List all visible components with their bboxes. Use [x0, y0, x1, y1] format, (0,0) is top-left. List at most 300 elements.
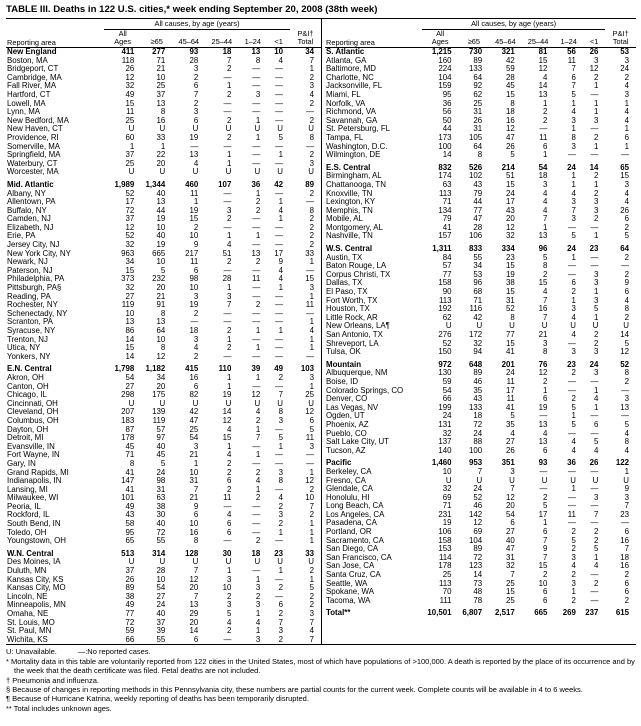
footnote-legend: U: Unavailable. —:No reported cases.	[6, 647, 151, 657]
value-cell: 19	[189, 301, 199, 310]
value-cell: 5	[160, 459, 166, 468]
value-cell: 1	[571, 125, 576, 134]
reporting-area-cell: Memphis, TN	[326, 206, 373, 215]
value-cell: 6	[193, 511, 199, 520]
value-cell: 5	[309, 584, 314, 593]
reporting-area-cell: Tampa, FL	[326, 133, 364, 142]
value-cell: 232	[152, 275, 166, 284]
value-cell: 49	[125, 601, 135, 610]
value-cell: 47	[505, 133, 515, 142]
reporting-area-cell: Pittsburgh, PA§	[7, 284, 62, 293]
value-cell: 351	[501, 459, 515, 468]
value-cell: 8	[624, 305, 629, 314]
value-cell: 1	[255, 425, 261, 434]
value-cell: 13	[538, 420, 548, 429]
col-header-45-64: 45–64	[489, 30, 522, 48]
value-cell: 96	[538, 245, 548, 254]
value-cell: 16	[538, 305, 548, 314]
value-cell: —	[252, 223, 261, 232]
value-cell: 1	[571, 172, 576, 181]
value-cell: 7	[571, 65, 576, 74]
value-cell: 37	[125, 567, 135, 576]
value-cell: —	[306, 198, 314, 207]
city-row	[325, 387, 636, 396]
value-cell: 3	[193, 292, 199, 301]
col-header-ge65: ≥65	[459, 30, 490, 48]
reporting-area-cell: Salt Lake City, UT	[326, 438, 389, 447]
city-row	[6, 117, 321, 126]
reporting-area-cell: Houston, TX	[326, 305, 370, 314]
value-cell: U	[159, 558, 166, 567]
value-cell: 2	[309, 232, 314, 241]
value-cell: —	[568, 377, 576, 386]
value-cell: 26	[505, 142, 515, 151]
value-cell: 3	[226, 575, 232, 584]
value-cell: —	[568, 386, 576, 395]
value-cell: 6	[193, 82, 199, 91]
value-cell: —	[223, 309, 232, 318]
value-cell: 40	[156, 610, 166, 618]
value-cell: 70	[442, 588, 452, 597]
value-cell: 2	[593, 536, 599, 545]
value-cell: 334	[501, 245, 515, 254]
value-cell: —	[539, 467, 548, 476]
value-cell: 18	[251, 549, 261, 558]
value-cell: 7	[278, 391, 283, 400]
value-cell: 94	[473, 348, 483, 357]
value-cell: 4	[226, 241, 232, 250]
value-cell: 14	[125, 352, 135, 361]
value-cell: 28	[189, 56, 199, 65]
city-row	[6, 353, 321, 362]
right-half-table	[321, 19, 636, 644]
value-cell: 27	[505, 438, 515, 447]
reporting-area-cell: St. Paul, MN	[7, 627, 52, 636]
city-row	[6, 100, 321, 109]
value-cell: 7	[510, 571, 515, 580]
value-cell: 4	[543, 206, 548, 215]
value-cell: 93	[538, 459, 548, 468]
value-cell: 24	[505, 189, 515, 198]
value-cell: 114	[438, 553, 452, 562]
value-cell: 2	[543, 493, 548, 502]
value-cell: 2	[278, 502, 283, 511]
value-cell: 10	[305, 494, 314, 503]
value-cell: 51	[222, 249, 232, 258]
value-cell: 1	[160, 142, 166, 151]
value-cell: 7	[543, 313, 548, 322]
value-cell: 128	[185, 549, 199, 558]
city-row	[325, 232, 636, 241]
value-cell: 5	[510, 412, 515, 421]
value-cell: —	[590, 502, 599, 511]
value-cell: —	[568, 223, 576, 232]
reporting-area-cell: Tulsa, OK	[326, 348, 361, 357]
value-cell: 41	[442, 223, 452, 232]
city-row	[6, 584, 321, 593]
value-cell: 10	[538, 579, 548, 588]
value-cell: —	[223, 223, 232, 232]
value-cell: —	[275, 301, 283, 310]
city-row	[325, 511, 636, 520]
value-cell: —	[252, 442, 261, 451]
value-cell: —	[190, 142, 199, 151]
value-cell: 4	[510, 429, 515, 438]
value-cell: 23	[505, 253, 515, 262]
value-cell: 3	[543, 339, 548, 348]
value-cell: 72	[125, 618, 135, 627]
value-cell: 47	[505, 545, 515, 554]
value-cell: 45	[125, 442, 135, 451]
value-cell: 10	[222, 584, 232, 593]
value-cell: —	[275, 344, 283, 353]
value-cell: 49	[125, 502, 135, 511]
value-cell: 40	[505, 536, 515, 545]
value-cell: 10	[274, 47, 283, 56]
value-cell: 460	[185, 180, 199, 189]
value-cell: 1	[226, 382, 232, 391]
reporting-area-cell: Bridgeport, CT	[7, 65, 59, 74]
left-half-table	[6, 19, 321, 644]
value-cell: 4	[624, 198, 629, 207]
value-cell: 21	[538, 331, 548, 339]
value-cell: —	[252, 73, 261, 82]
city-row	[325, 554, 636, 563]
reporting-area-cell: Colorado Springs, CO	[326, 386, 404, 395]
reporting-area-cell: Wilmington, DE	[326, 151, 381, 160]
city-row	[325, 65, 636, 74]
value-cell: 52	[505, 305, 515, 314]
value-cell: —	[223, 189, 232, 198]
value-cell: U	[476, 322, 483, 331]
value-cell: 1	[278, 442, 283, 451]
reporting-area-cell: Savannah, GA	[326, 116, 378, 125]
value-cell: 3	[278, 416, 283, 425]
value-cell: 2	[624, 270, 629, 279]
value-cell: 7	[226, 301, 232, 310]
value-cell: 207	[121, 408, 135, 417]
value-cell: 37	[125, 215, 135, 224]
value-cell: 64	[156, 327, 166, 335]
value-cell: 833	[468, 245, 483, 254]
grand-total-row	[325, 609, 636, 618]
city-row	[325, 537, 636, 546]
value-cell: 2	[543, 108, 548, 117]
value-cell: 13	[620, 403, 629, 412]
value-cell: 1	[571, 180, 576, 189]
value-cell: —	[539, 412, 548, 421]
value-cell: —	[590, 253, 599, 262]
value-cell: 1	[226, 335, 232, 344]
value-cell: 133	[468, 65, 483, 74]
value-cell: 1,344	[145, 180, 166, 189]
region-total-row	[325, 245, 636, 254]
value-cell: 8	[278, 408, 283, 417]
value-cell: 9	[543, 545, 548, 554]
reporting-area-cell: Utica, NY	[7, 344, 41, 353]
value-cell: 79	[442, 215, 452, 224]
col-header-all-ages	[422, 30, 459, 48]
value-cell: 2	[226, 627, 232, 636]
pi-header-line1: P&I†	[297, 29, 314, 38]
value-cell: 1,215	[431, 47, 452, 56]
value-cell: 7	[193, 485, 199, 494]
value-cell: 3	[593, 296, 599, 305]
value-cell: 19	[505, 270, 515, 279]
value-cell: 14	[222, 408, 232, 417]
value-cell: 15	[505, 339, 515, 348]
value-cell: 7	[543, 536, 548, 545]
value-cell: 2	[543, 116, 548, 125]
value-cell: U	[592, 476, 599, 485]
value-cell: 2	[226, 116, 232, 125]
value-cell: 3	[278, 468, 283, 477]
value-cell: 122	[615, 459, 629, 468]
value-cell: U	[623, 476, 629, 485]
value-cell: —	[275, 99, 283, 108]
value-cell: 49	[274, 365, 283, 374]
value-cell: 5	[543, 502, 548, 511]
col-header-all-ages-label: All Ages	[114, 29, 132, 46]
value-cell: 24	[589, 360, 599, 369]
value-cell: 2	[593, 215, 599, 224]
value-cell: 3	[309, 373, 314, 382]
city-row	[6, 619, 321, 628]
value-cell: 415	[185, 365, 199, 374]
reporting-area-cell: Des Moines, IA	[7, 558, 61, 567]
value-cell: 9	[624, 279, 629, 288]
value-cell: 1	[309, 318, 314, 327]
value-cell: —	[590, 151, 599, 160]
value-cell: 2	[226, 258, 232, 267]
value-cell: —	[252, 382, 261, 391]
value-cell: 6	[278, 601, 283, 610]
city-row	[325, 57, 636, 66]
reporting-area-cell: Philadelphia, PA	[7, 275, 65, 284]
value-cell: 32	[125, 284, 135, 293]
value-cell: 55	[473, 253, 483, 262]
value-cell: 91	[156, 301, 166, 310]
value-cell: 140	[438, 446, 452, 455]
value-cell: 69	[442, 493, 452, 502]
city-row	[325, 412, 636, 421]
reporting-area-cell: Trenton, NJ	[7, 335, 48, 344]
value-cell: 269	[562, 609, 576, 618]
value-cell: 12	[125, 73, 135, 82]
value-cell: U	[509, 322, 515, 331]
value-cell: 81	[538, 47, 548, 56]
value-cell: 150	[438, 348, 452, 357]
value-cell: 3	[278, 627, 283, 636]
city-row	[325, 190, 636, 199]
value-cell: 4	[309, 90, 314, 99]
value-cell: 2	[309, 241, 314, 250]
value-cell: 77	[125, 610, 135, 618]
value-cell: 2	[571, 596, 576, 605]
value-cell: 5	[160, 266, 166, 275]
value-cell: 18	[473, 412, 483, 421]
value-cell: 6	[624, 215, 629, 224]
city-row	[325, 151, 636, 160]
value-cell: 64	[620, 245, 629, 254]
city-row	[325, 279, 636, 288]
value-cell: —	[252, 284, 261, 293]
value-cell: 12	[620, 348, 629, 357]
value-cell: 50	[442, 116, 452, 125]
value-cell: 1	[309, 537, 314, 546]
value-cell: 1	[129, 142, 135, 151]
value-cell: 12	[505, 125, 515, 134]
value-cell: 14	[189, 627, 199, 636]
value-cell: 13	[538, 438, 548, 447]
value-cell: —	[252, 309, 261, 318]
reporting-area-cell: Lexington, KY	[326, 198, 376, 207]
value-cell: 45	[505, 82, 515, 91]
city-row	[325, 305, 636, 314]
value-cell: —	[275, 116, 283, 125]
city-row	[6, 198, 321, 207]
value-cell: 1	[278, 151, 283, 160]
value-cell: 5	[624, 232, 629, 241]
value-cell: —	[590, 377, 599, 386]
value-cell: 34	[125, 258, 135, 267]
city-row	[6, 241, 321, 250]
value-cell: 11	[190, 189, 199, 198]
value-cell: —	[275, 309, 283, 318]
value-cell: 33	[156, 133, 166, 142]
reporting-area-cell: Total**	[326, 609, 351, 618]
value-cell: —	[252, 108, 261, 117]
value-cell: 12	[251, 391, 261, 400]
reporting-area-cell: Youngstown, OH	[7, 537, 66, 546]
reporting-area-cell: Baton Rouge, LA	[326, 262, 387, 271]
value-cell: 4	[624, 108, 629, 117]
value-cell: 79	[473, 189, 483, 198]
value-cell: 1	[193, 459, 199, 468]
value-cell: —	[590, 519, 599, 528]
value-cell: 15	[538, 279, 548, 288]
value-cell: 1	[226, 232, 232, 241]
value-cell: 98	[156, 477, 166, 486]
value-cell: 13	[189, 151, 199, 160]
value-cell: 1	[278, 198, 283, 207]
value-cell: 2	[255, 416, 261, 425]
value-cell: 15	[125, 344, 135, 353]
value-cell: 26	[125, 575, 135, 584]
value-cell: 963	[121, 249, 135, 258]
value-cell: 87	[125, 425, 135, 434]
value-cell: —	[621, 386, 629, 395]
value-cell: 13	[251, 249, 261, 258]
value-cell: 1	[278, 327, 283, 335]
region-total-row	[325, 361, 636, 370]
footnotes	[6, 645, 636, 713]
reporting-area-cell: Little Rock, AR	[326, 313, 378, 322]
value-cell: —	[568, 262, 576, 271]
value-cell: 36	[567, 459, 576, 468]
city-row	[325, 322, 636, 331]
value-cell: 12	[222, 416, 232, 425]
reporting-area-cell: Mid. Atlantic	[7, 180, 54, 189]
value-cell: 2	[543, 377, 548, 386]
reporting-area-cell: Phoenix, AZ	[326, 420, 369, 429]
value-cell: —	[275, 142, 283, 151]
value-cell: —	[568, 270, 576, 279]
value-cell: 60	[125, 133, 135, 142]
value-cell: 2	[278, 584, 283, 593]
value-cell: 25	[156, 82, 166, 91]
value-cell: 41	[505, 403, 515, 412]
value-cell: —	[590, 571, 599, 580]
value-cell: 4	[571, 438, 576, 447]
value-cell: 24	[567, 245, 576, 254]
value-cell: U	[159, 168, 166, 177]
value-cell: 4	[226, 425, 232, 434]
value-cell: 24	[156, 601, 166, 610]
value-cell: 3	[309, 159, 314, 168]
left-table-header	[6, 19, 321, 48]
pi-header-line1: P&I†	[612, 29, 629, 38]
value-cell: 15	[505, 180, 515, 189]
value-cell: 2	[193, 309, 199, 318]
reporting-area-cell: Elizabeth, NJ	[7, 223, 54, 232]
footnote-total: ** Total includes unknown ages.	[6, 703, 112, 713]
reporting-area-cell: Canton, OH	[7, 382, 49, 391]
value-cell: 3	[571, 198, 576, 207]
value-cell: 411	[121, 47, 135, 56]
table-columns-wrapper	[6, 18, 636, 645]
reporting-area-cell: E.N. Central	[7, 365, 52, 374]
value-cell: 2	[571, 545, 576, 554]
city-row	[6, 469, 321, 478]
value-cell: 37	[156, 90, 166, 99]
value-cell: —	[621, 151, 629, 160]
value-cell: 730	[468, 47, 483, 56]
value-cell: 41	[125, 468, 135, 477]
value-cell: 53	[620, 47, 629, 56]
value-cell: 20	[156, 284, 166, 293]
all-causes-group-header: All causes, by age (years)	[104, 19, 290, 30]
value-cell: 100	[438, 142, 452, 151]
value-cell: —	[275, 90, 283, 99]
value-cell: 18	[620, 553, 629, 562]
value-cell: 35	[505, 420, 515, 429]
value-cell: 25	[125, 116, 135, 125]
value-cell: 1	[593, 403, 599, 412]
value-cell: 3	[624, 56, 629, 65]
col-header-25-44: 25–44	[205, 30, 238, 48]
value-cell: 192	[438, 305, 452, 314]
value-cell: 1	[309, 382, 314, 391]
value-cell: 2	[193, 352, 199, 361]
value-cell: 3	[571, 142, 576, 151]
value-cell: 90	[442, 288, 452, 297]
value-cell: —	[275, 451, 283, 460]
value-cell: 29	[189, 610, 199, 618]
value-cell: 1	[309, 65, 314, 74]
value-cell: 6	[193, 266, 199, 275]
reporting-area-header: Reporting area	[6, 19, 104, 48]
value-cell: 89	[473, 545, 483, 554]
value-cell: 13	[125, 318, 135, 327]
city-row	[325, 494, 636, 503]
value-cell: 15	[125, 266, 135, 275]
value-cell: 3	[593, 116, 599, 125]
value-cell: —	[590, 125, 599, 134]
reporting-area-cell: San Diego, CA	[326, 545, 379, 554]
value-cell: 160	[438, 56, 452, 65]
city-row	[6, 443, 321, 452]
